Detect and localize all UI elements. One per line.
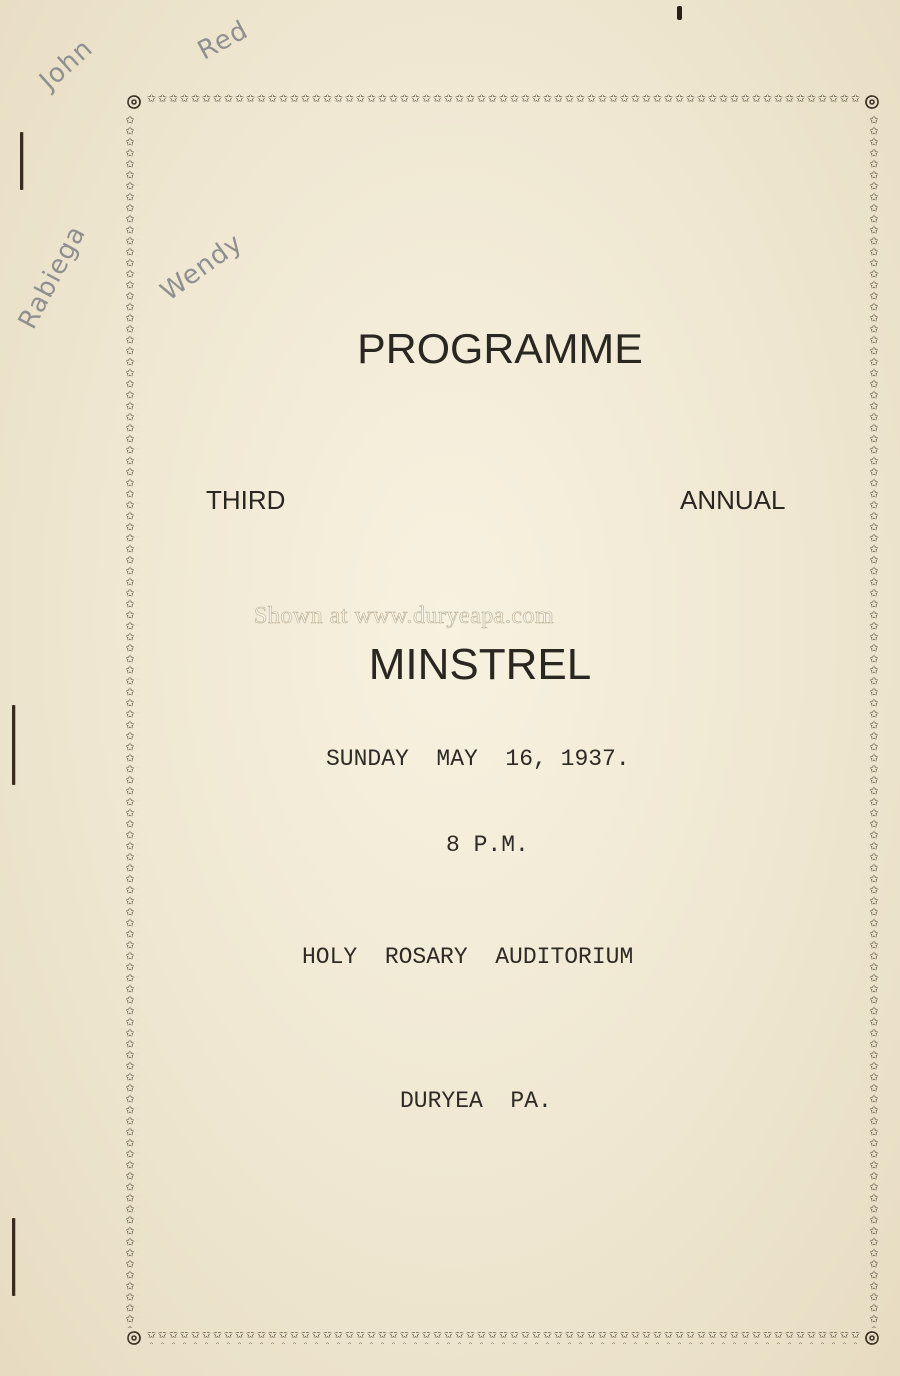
staple-middle [12, 705, 15, 785]
event-venue: HOLY ROSARY AUDITORIUM [302, 944, 634, 970]
handwritten-name-red: Red [192, 15, 254, 67]
website-watermark: Shown at www.duryeapa.com [254, 603, 555, 629]
third-label: THIRD [206, 485, 286, 515]
event-location: DURYEA PA. [400, 1088, 552, 1114]
programme-title: PROGRAMME [357, 325, 643, 372]
ink-speck [677, 6, 682, 20]
handwritten-name-john: John [33, 33, 100, 97]
staple-bottom [12, 1218, 15, 1296]
handwritten-name-rabiega: Rabiega [12, 220, 93, 335]
staple-top [20, 132, 23, 190]
event-date: SUNDAY MAY 16, 1937. [326, 746, 630, 772]
event-title: MINSTREL [368, 640, 592, 689]
handwritten-name-wendy: Wendy [155, 227, 249, 308]
event-time: 8 P.M. [446, 832, 529, 858]
ornamental-border [124, 92, 884, 1350]
annual-label: ANNUAL [680, 485, 786, 515]
